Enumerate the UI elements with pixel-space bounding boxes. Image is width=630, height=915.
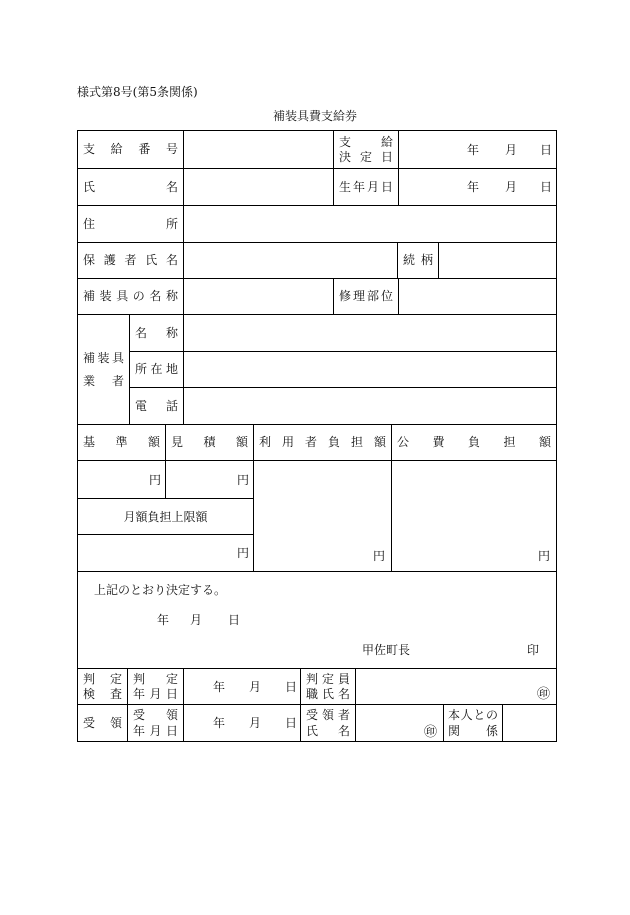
relation-label-line-1: 本人との <box>448 708 498 722</box>
public-burden-label: 公 費 負 担 額 <box>397 435 551 449</box>
estimate-amount-field <box>166 461 254 499</box>
repair-part-label: 修理部位 <box>339 289 393 303</box>
monthly-cap-label-cell <box>78 499 254 535</box>
standard-amount-label: 基 準 額 <box>83 435 160 449</box>
name-label-cell <box>78 169 184 206</box>
year-unit: 年 <box>467 180 480 194</box>
relation-label-cell <box>444 705 503 742</box>
form-title: 補装具費支給券 <box>272 109 357 123</box>
judge-officer-label-line-1: 判定員 <box>306 671 350 686</box>
address-label: 住 所 <box>83 216 178 231</box>
name-label: 氏 名 <box>83 179 178 194</box>
month-unit: 月 <box>190 613 203 627</box>
yen-unit: 円 <box>148 472 161 487</box>
month-unit: 月 <box>505 142 518 157</box>
decision-date-label-cell <box>334 131 399 169</box>
decision-date-field <box>399 131 557 169</box>
user-burden-label-cell <box>254 425 392 461</box>
yen-unit: 円 <box>372 549 385 563</box>
repair-part-label-cell <box>334 279 399 315</box>
birth-date-label-cell <box>334 169 399 206</box>
name-field <box>184 169 334 206</box>
judge-officer-label-cell <box>301 669 356 705</box>
decision-date-label-line-1: 支 給 <box>339 134 393 149</box>
guardian-name-field <box>184 243 398 279</box>
month-unit: 月 <box>249 679 262 694</box>
monthly-cap-amount-field <box>78 535 254 572</box>
day-unit: 日 <box>540 142 553 157</box>
birth-date-label: 生年月日 <box>339 179 393 194</box>
day-unit: 日 <box>285 679 298 694</box>
recipient-label-line-2: 氏 名 <box>306 724 350 738</box>
vendor-location-label: 所在地 <box>135 362 178 376</box>
recipient-label-line-1: 受領者 <box>306 708 350 722</box>
device-name-field <box>184 279 334 315</box>
user-burden-amount-field <box>254 461 392 572</box>
judge-officer-field <box>356 669 557 705</box>
day-unit: 日 <box>285 716 298 730</box>
vendor-label-line-2: 業 者 <box>83 373 124 388</box>
yen-unit: 円 <box>236 472 249 487</box>
payment-number-label-cell <box>78 131 184 169</box>
judgment-date-label-line-1: 判 定 <box>133 671 178 686</box>
judgment-date-label-cell <box>128 669 184 705</box>
receipt-label: 受 領 <box>83 715 122 730</box>
year-unit: 年 <box>213 679 226 694</box>
estimate-amount-label-cell <box>166 425 254 461</box>
guardian-name-label-cell <box>78 243 184 279</box>
vendor-phone-label: 電 話 <box>135 398 178 413</box>
issuer-title: 甲佐町長 <box>362 643 411 657</box>
receipt-date-label-line-2: 年 月 日 <box>133 724 178 738</box>
recipient-name-field <box>356 705 444 742</box>
user-burden-label: 利 用 者 負 担 額 <box>259 435 386 449</box>
standard-amount-field <box>78 461 166 499</box>
vendor-location-field <box>184 352 557 388</box>
monthly-cap-label: 月額負担上限額 <box>123 510 208 524</box>
vendor-name-label: 名 称 <box>135 325 178 340</box>
relationship-field <box>439 243 557 279</box>
decision-date-label-line-2: 決 定 日 <box>339 149 393 164</box>
guardian-name-label: 保 護 者 氏 名 <box>83 253 178 267</box>
public-burden-amount-field <box>392 461 557 572</box>
address-label-cell <box>78 206 184 243</box>
yen-unit: 円 <box>236 546 249 560</box>
standard-amount-label-cell <box>78 425 166 461</box>
device-name-label: 補装具の名称 <box>83 289 178 303</box>
vendor-phone-field <box>184 388 557 425</box>
payment-number-label: 支 給 番 号 <box>83 142 178 156</box>
relation-label-line-2: 関 係 <box>448 724 498 738</box>
vendor-name-label-cell <box>130 315 184 352</box>
year-unit: 年 <box>467 142 480 157</box>
decision-statement: 上記のとおり決定する。 <box>94 583 227 597</box>
inspection-label-cell <box>78 669 128 705</box>
address-field <box>184 206 557 243</box>
day-unit: 日 <box>540 180 553 194</box>
voucher-table <box>77 130 557 742</box>
month-unit: 月 <box>249 716 262 730</box>
receipt-date-field <box>184 705 301 742</box>
issuer-seal: 印 <box>527 643 540 657</box>
vendor-label-cell <box>78 315 130 425</box>
recipient-label-cell <box>301 705 356 742</box>
receipt-date-label-line-1: 受 領 <box>133 708 178 722</box>
year-unit: 年 <box>213 716 226 730</box>
judge-officer-label-line-2: 職氏名 <box>306 686 350 701</box>
estimate-amount-label: 見 積 額 <box>171 435 248 449</box>
seal-mark-icon: ㊞ <box>536 687 550 702</box>
relation-field <box>503 705 557 742</box>
vendor-label-line-1: 補装具 <box>83 350 124 365</box>
year-unit: 年 <box>157 613 170 627</box>
inspection-label-line-1: 判 定 <box>83 671 122 686</box>
relationship-label-cell <box>398 243 439 279</box>
judgment-date-field <box>184 669 301 705</box>
public-burden-label-cell <box>392 425 557 461</box>
relationship-label: 続 柄 <box>403 253 433 267</box>
day-unit: 日 <box>228 613 241 627</box>
seal-mark-icon: ㊞ <box>423 725 437 740</box>
judgment-date-label-line-2: 年 月 日 <box>133 686 178 701</box>
device-name-label-cell <box>78 279 184 315</box>
birth-date-field <box>399 169 557 206</box>
vendor-name-field <box>184 315 557 352</box>
vendor-location-label-cell <box>130 352 184 388</box>
inspection-label-line-2: 検 査 <box>83 686 122 701</box>
vendor-phone-label-cell <box>130 388 184 425</box>
receipt-date-label-cell <box>128 705 184 742</box>
payment-number-field <box>184 131 334 169</box>
decision-block <box>78 572 557 669</box>
repair-part-field <box>399 279 557 315</box>
receipt-label-cell <box>78 705 128 742</box>
form-number: 様式第8号(第5条関係) <box>77 85 198 99</box>
yen-unit: 円 <box>537 549 550 563</box>
month-unit: 月 <box>505 180 518 194</box>
